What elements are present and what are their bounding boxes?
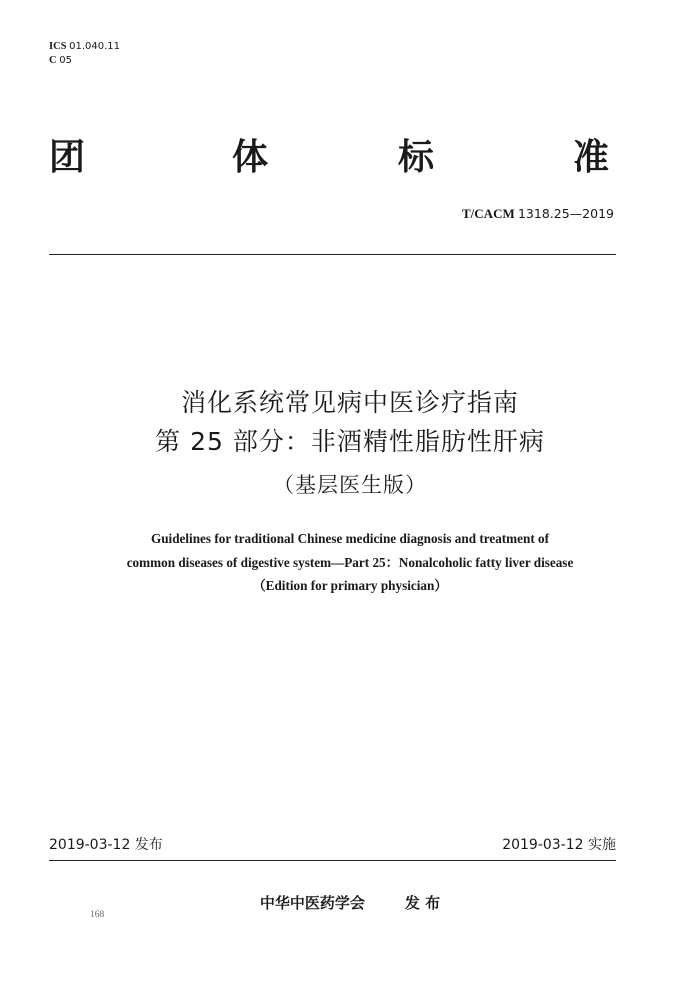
issue-date: 2019-03-12 发布 [49,837,163,853]
standard-type-char-3: 标 [398,137,435,178]
classification-codes [49,40,120,68]
title-cn-line3: （基层医生版） [273,473,427,497]
standard-type-char-1: 团 [49,137,86,178]
issuer [0,893,700,913]
footer-rule [49,860,616,861]
standard-number-value: 1318.25—2019 [517,206,614,221]
ics-line [49,40,120,54]
ccs-line [49,54,120,68]
title-en-line1: Guidelines for traditional Chinese medicine diagnosis and treatment of [150,531,550,546]
ccs-code: 05 [59,55,72,66]
issuer-action: 发 布 [404,894,441,912]
header-rule [49,254,616,255]
ccs-label: C [49,55,57,66]
ics-code: 01.040.11 [69,41,121,52]
title-en-line3: （Edition for primary physician） [252,578,448,593]
title-cn-line2: 第 25 部分：非酒精性脂肪性肝病 [155,427,545,456]
standard-type-char-2: 体 [232,137,269,178]
standard-number [462,206,614,222]
title-en-line2: common diseases of digestive system—Part 25：Nonalcoholic fatty liver disease [126,555,574,570]
issuer-name: 中华中医药学会 [259,894,365,912]
implement-date: 2019-03-12 实施 [502,837,616,853]
title-cn-line1: 消化系统常见病中医诊疗指南 [180,388,519,417]
standard-type-char-4: 准 [573,137,610,178]
standard-code: T/CACM [462,206,515,221]
page-number: 168 [90,910,105,920]
ics-label: ICS [49,41,67,52]
